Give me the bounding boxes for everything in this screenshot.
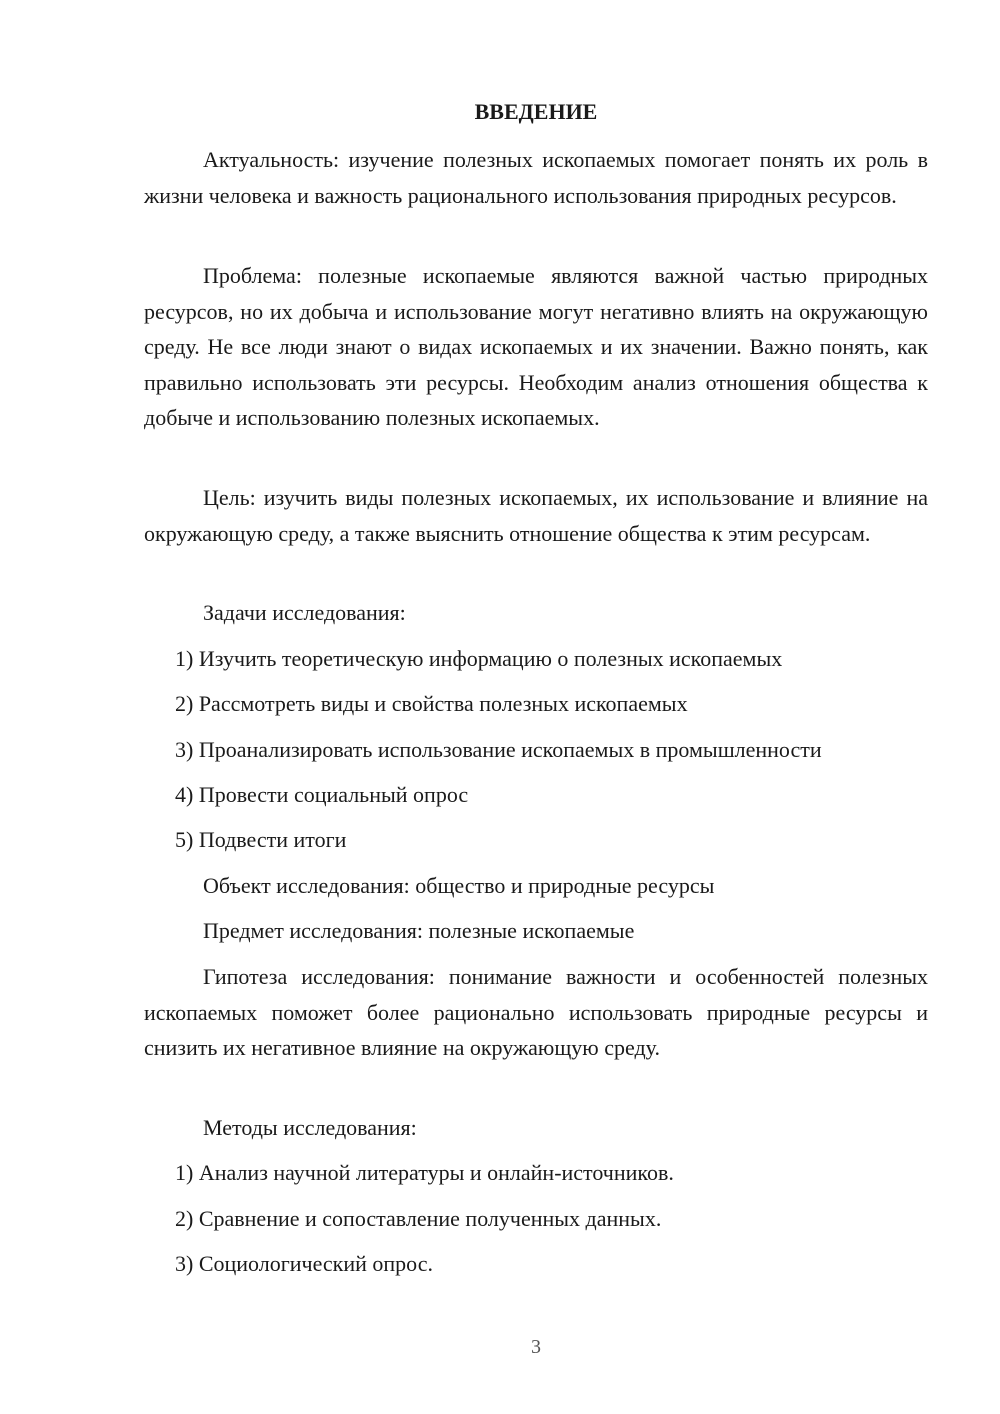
method-item-2: 2) Сравнение и сопоставление полученных данных. [175, 1206, 662, 1231]
hypothesis-paragraph: Гипотеза исследования: понимание важности и особенностей полезных ископаемых поможет более рационально использовать природные ресурсы и снизить их негативное влияние на окружающую среду. [144, 964, 928, 1060]
subject-line: Предмет исследования: полезные ископаемые [203, 918, 635, 943]
task-item-2: 2) Рассмотреть виды и свойства полезных ископаемых [175, 691, 688, 716]
tasks-heading: Задачи исследования: [203, 600, 406, 625]
task-item-4: 4) Провести социальный опрос [175, 782, 469, 807]
page-number: 3 [531, 1336, 541, 1358]
task-item-3: 3) Проанализировать использование ископаемых в промышленности [175, 737, 822, 762]
object-line: Объект исследования: общество и природные ресурсы [203, 873, 715, 898]
task-item-5: 5) Подвести итоги [175, 827, 347, 852]
goal-paragraph: Цель: изучить виды полезных ископаемых, их использование и влияние на окружающую среду, а также выяснить отношение общества к этим ресурсам. [144, 485, 928, 546]
problem-paragraph: Проблема: полезные ископаемые являются важной частью природных ресурсов, но их добыча и использование могут негативно влиять на окружающую среду. Не все люди знают о видах ископаемых и их значении. Важно понять, как правильно использовать эти ресурсы. Необходим анализ отношения общества к добыче и использованию полезных ископаемых. [144, 263, 928, 430]
method-item-3: 3) Социологический опрос. [175, 1251, 433, 1276]
methods-heading: Методы исследования: [203, 1115, 417, 1140]
method-item-1: 1) Анализ научной литературы и онлайн-источников. [175, 1160, 674, 1185]
relevance-paragraph: Актуальность: изучение полезных ископаемых помогает понять их роль в жизни человека и важность рационального использования природных ресурсов. [144, 147, 928, 208]
page-title: ВВЕДЕНИЕ [474, 99, 598, 124]
task-item-1: 1) Изучить теоретическую информацию о полезных ископаемых [175, 646, 783, 671]
